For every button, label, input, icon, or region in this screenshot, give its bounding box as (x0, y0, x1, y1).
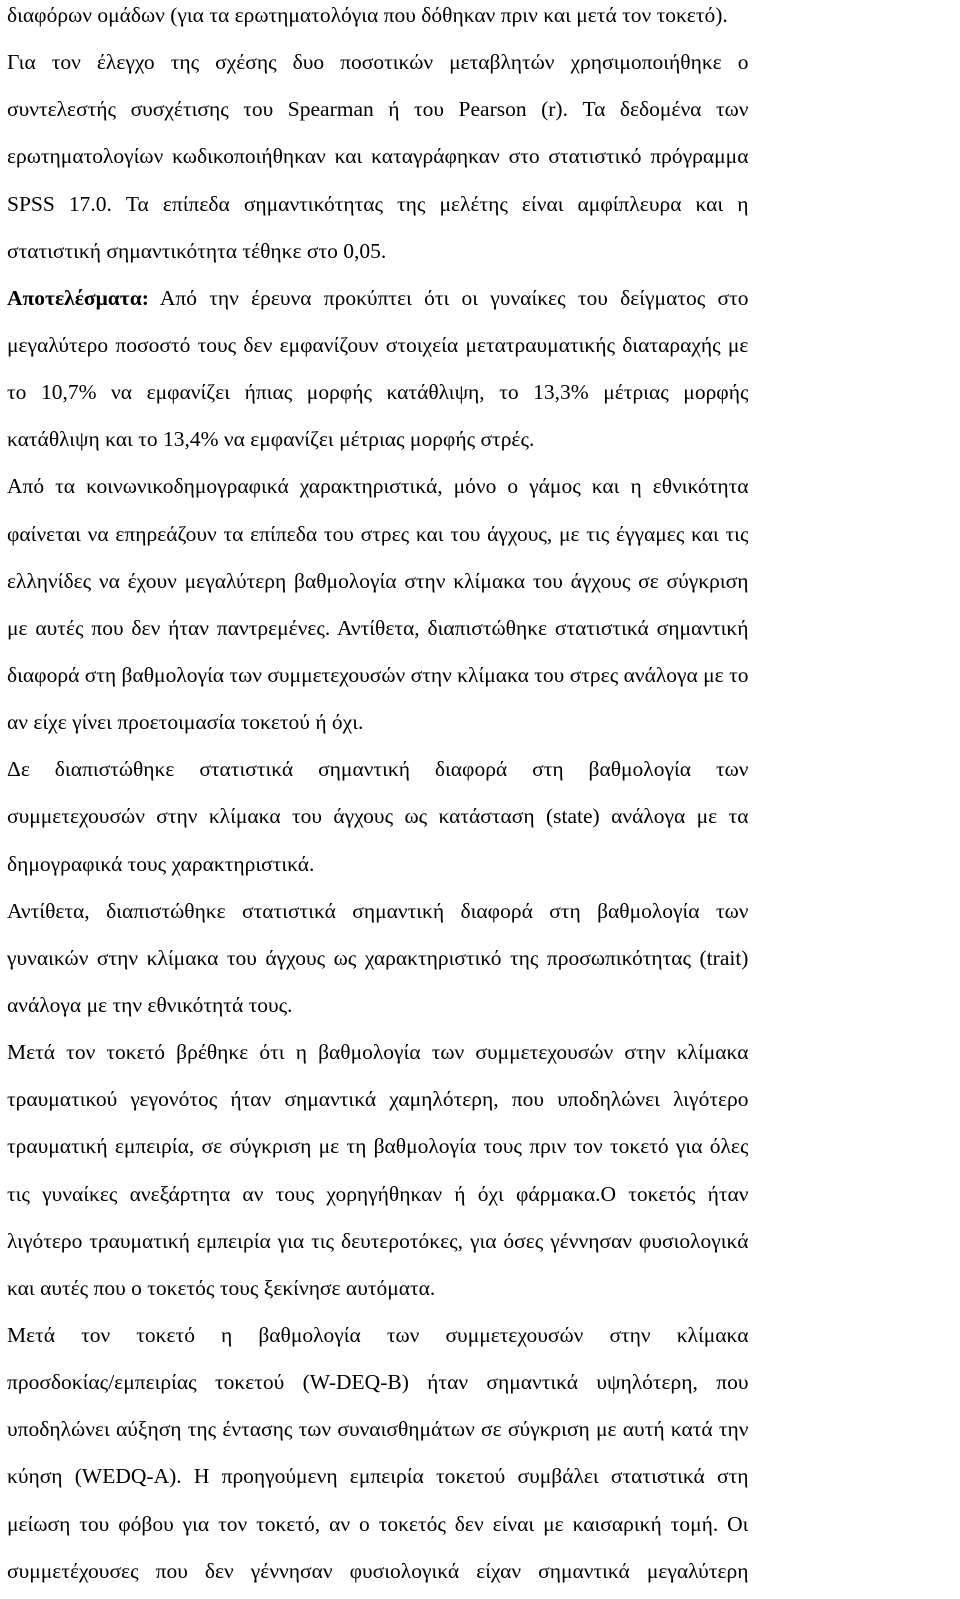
text-line: γυναικών στην κλίμακα του άγχους ως χαρακτηριστικό της προσωπικότητας (trait) (7, 945, 749, 970)
text-line: ερωτηματολογίων κωδικοποιήθηκαν και καταγράφηκαν στο στατιστικό πρόγραμμα (7, 144, 749, 169)
text-line: διαφόρων ομάδων (για τα ερωτηματολόγια που δόθηκαν πριν και μετά τον τοκετό). (7, 3, 728, 27)
document-body (7, 0, 748, 1595)
text-line: Δε διαπιστώθηκε στατιστικά σημαντική διαφορά στη βαθμολογία των (7, 757, 749, 782)
text-line: κύηση (WEDQ-A). Η προηγούμενη εμπειρία τοκετού συμβάλει στατιστικά στη (7, 1464, 749, 1489)
text-line: μεγαλύτερο ποσοστό τους δεν εμφανίζουν στοιχεία μετατραυματικής διαταραχής με (7, 332, 749, 357)
text-line: συμμετεχουσών στην κλίμακα του άγχους ως κατάσταση (state) ανάλογα με τα (7, 804, 749, 829)
paragraph-after-birth-trauma (7, 1029, 748, 1312)
paragraph-methods (7, 0, 748, 275)
text-line: στατιστική σημαντικότητα τέθηκε στο 0,05. (7, 238, 387, 263)
paragraph-results (7, 275, 748, 464)
paragraph-sociodemographic (7, 463, 748, 746)
text-line: τις γυναίκες ανεξάρτητα αν τους χορηγήθηκαν ή όχι φάρμακα.Ο τοκετός ήταν (7, 1181, 749, 1206)
text-line: Αντίθετα, διαπιστώθηκε στατιστικά σημαντική διαφορά στη βαθμολογία των (7, 898, 749, 923)
text-line: Μετά τον τοκετό βρέθηκε ότι η βαθμολογία των συμμετεχουσών στην κλίμακα (7, 1040, 749, 1065)
text-line: αν είχε γίνει προετοιμασία τοκετού ή όχι. (7, 710, 364, 735)
results-heading: Αποτελέσματα: (7, 285, 149, 310)
text-line: προσδοκίας/εμπειρίας τοκετού (W-DEQ-B) ήταν σημαντικά υψηλότερη, που (7, 1370, 749, 1395)
text-line: συντελεστής συσχέτισης του Spearman ή του Pearson (r). Τα δεδομένα των (7, 97, 749, 122)
text-line: φαίνεται να επηρεάζουν τα επίπεδα του στρες και του άγχους, με τις έγγαμες και τις (7, 521, 749, 546)
text-line: τραυματική εμπειρία, σε σύγκριση με τη βαθμολογία τους πριν τον τοκετό για όλες (7, 1134, 749, 1159)
paragraph-after-birth-wdeq (7, 1312, 748, 1595)
text-line: δημογραφικά τους χαρακτηριστικά. (7, 851, 315, 876)
text-line: διαφορά στη βαθμολογία των συμμετεχουσών στην κλίμακα του στρες ανάλογα με το (7, 662, 749, 687)
text-line: τραυματικού γεγονότος ήταν σημαντικά χαμηλότερη, που υποδηλώνει λιγότερο (7, 1087, 749, 1112)
text-line: κατάθλιψη και το 13,4% να εμφανίζει μέτριας μορφής στρές. (7, 427, 535, 452)
text-line: Από τα κοινωνικοδημογραφικά χαρακτηριστικά, μόνο ο γάμος και η εθνικότητα (7, 474, 749, 499)
text-line: Για τον έλεγχο της σχέσης δυο ποσοτικών μεταβλητών χρησιμοποιήθηκε ο (7, 50, 749, 75)
paragraph-state-anxiety (7, 746, 748, 887)
text-line: ανάλογα με την εθνικότητά τους. (7, 992, 293, 1017)
text-line: SPSS 17.0. Τα επίπεδα σημαντικότητας της μελέτης είναι αμφίπλευρα και η (7, 191, 749, 216)
text-line: Μετά τον τοκετό η βαθμολογία των συμμετεχουσών στην κλίμακα (7, 1322, 749, 1347)
text-line: λιγότερο τραυματική εμπειρία για τις δευτεροτόκες, για όσες γέννησαν φυσιολογικά (7, 1228, 749, 1253)
text-line: το 10,7% να εμφανίζει ήπιας μορφής κατάθλιψη, το 13,3% μέτριας μορφής (7, 380, 749, 405)
text-line: συμμετέχουσες που δεν γέννησαν φυσιολογικά είχαν σημαντικά μεγαλύτερη (7, 1558, 749, 1583)
text-run: Από την έρευνα προκύπτει ότι οι γυναίκες του δείγματος στο (148, 285, 749, 310)
paragraph-trait-anxiety (7, 888, 748, 1029)
text-line (7, 275, 748, 322)
text-line: ελληνίδες να έχουν μεγαλύτερη βαθμολογία στην κλίμακα του άγχους σε σύγκριση (7, 568, 749, 593)
text-line: με αυτές που δεν ήταν παντρεμένες. Αντίθετα, διαπιστώθηκε στατιστικά σημαντική (7, 615, 749, 640)
text-line: υποδηλώνει αύξηση της έντασης των συναισθημάτων σε σύγκριση με αυτή κατά την (7, 1417, 749, 1442)
text-line: και αυτές που ο τοκετός τους ξεκίνησε αυτόματα. (7, 1275, 436, 1300)
text-line: μείωση του φόβου για τον τοκετό, αν ο τοκετός δεν είναι με καισαρική τομή. Οι (7, 1511, 749, 1536)
